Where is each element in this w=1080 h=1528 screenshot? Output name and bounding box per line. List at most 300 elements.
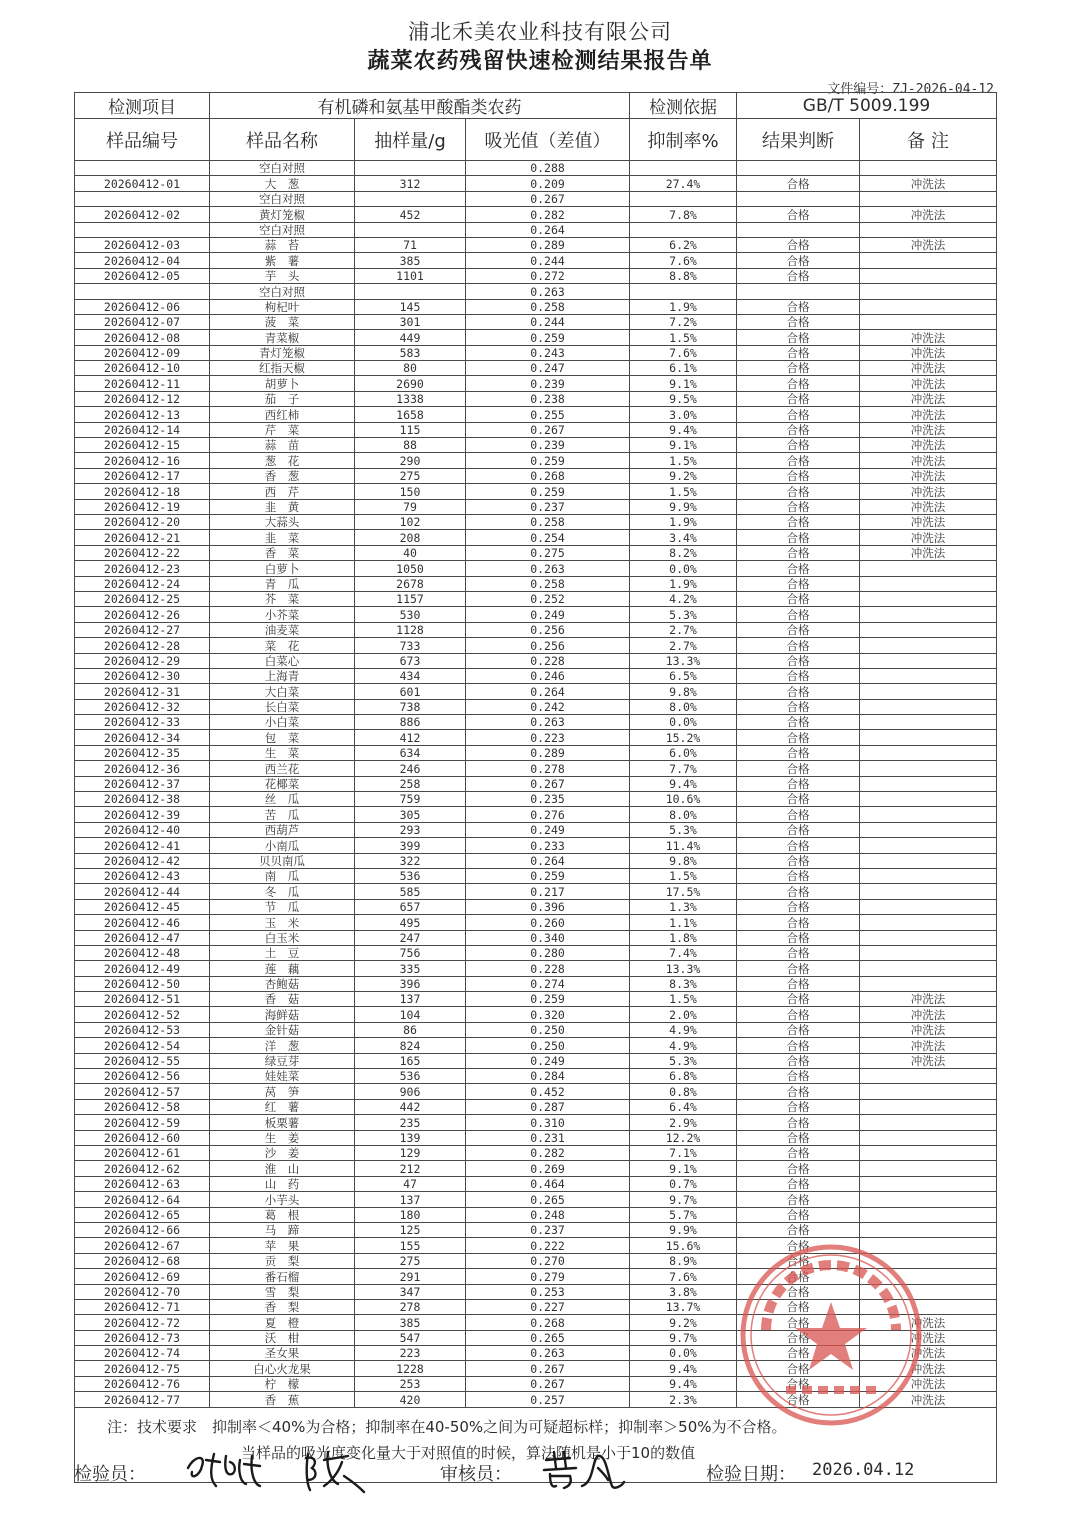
result-judgment-cell: 合格 — [737, 1192, 860, 1207]
sample-id-cell: 20260412-62 — [75, 1161, 210, 1176]
sample-name-cell: 西兰花 — [210, 761, 355, 776]
sample-id-cell: 20260412-65 — [75, 1207, 210, 1222]
inhibition-rate-cell: 2.7% — [630, 622, 737, 637]
sample-name-cell: 大 葱 — [210, 176, 355, 191]
sample-row — [75, 484, 997, 499]
sample-name-cell: 红 薯 — [210, 1099, 355, 1114]
remark-cell — [860, 1222, 997, 1237]
sample-name-cell: 绿豆芽 — [210, 1053, 355, 1068]
result-judgment-cell: 合格 — [737, 561, 860, 576]
sample-name-cell: 淮 山 — [210, 1161, 355, 1176]
absorbance-cell: 0.274 — [466, 976, 630, 991]
remark-cell — [860, 591, 997, 606]
inhibition-rate-cell — [630, 191, 737, 206]
result-judgment-cell: 合格 — [737, 1084, 860, 1099]
remark-cell — [860, 776, 997, 791]
reviewer-label: 审核员： — [440, 1464, 512, 1485]
sample-id-cell: 20260412-06 — [75, 299, 210, 314]
item-label: 检测项目 — [75, 93, 210, 119]
result-judgment-cell: 合格 — [737, 468, 860, 483]
inhibition-rate-cell: 9.8% — [630, 853, 737, 868]
result-judgment-cell: 合格 — [737, 530, 860, 545]
sample-id-cell: 20260412-57 — [75, 1084, 210, 1099]
sample-id-cell: 20260412-30 — [75, 668, 210, 683]
sample-name-cell: 菠 菜 — [210, 314, 355, 329]
sample-weight-cell: 442 — [355, 1099, 466, 1114]
sample-name-cell: 莲 藕 — [210, 961, 355, 976]
absorbance-cell: 0.340 — [466, 930, 630, 945]
item-value: 有机磷和氨基甲酸酯类农药 — [210, 93, 630, 119]
absorbance-cell: 0.260 — [466, 915, 630, 930]
inhibition-rate-cell: 0.0% — [630, 1346, 737, 1361]
inhibition-rate-cell: 27.4% — [630, 176, 737, 191]
sample-weight-cell: 80 — [355, 361, 466, 376]
sample-id-cell: 20260412-02 — [75, 207, 210, 222]
absorbance-cell: 0.320 — [466, 1007, 630, 1022]
result-judgment-cell: 合格 — [737, 668, 860, 683]
sample-id-cell: 20260412-50 — [75, 976, 210, 991]
result-judgment-cell: 合格 — [737, 1207, 860, 1222]
remark-cell — [860, 761, 997, 776]
inhibition-rate-cell: 1.5% — [630, 330, 737, 345]
absorbance-cell: 0.284 — [466, 1069, 630, 1084]
sample-id-cell: 20260412-22 — [75, 545, 210, 560]
sample-weight-cell: 824 — [355, 1038, 466, 1053]
sample-row — [75, 899, 997, 914]
inhibition-rate-cell: 9.7% — [630, 1192, 737, 1207]
result-judgment-cell: 合格 — [737, 1222, 860, 1237]
inhibition-rate-cell: 5.7% — [630, 1207, 737, 1222]
sample-weight-cell: 86 — [355, 1022, 466, 1037]
sample-weight-cell: 906 — [355, 1084, 466, 1099]
result-judgment-cell: 合格 — [737, 807, 860, 822]
sample-name-cell: 冬 瓜 — [210, 884, 355, 899]
basis-label: 检测依据 — [630, 93, 737, 119]
result-judgment-cell: 合格 — [737, 715, 860, 730]
remark-cell: 冲洗法 — [860, 1022, 997, 1037]
result-judgment-cell: 合格 — [737, 992, 860, 1007]
inspector-signature-1 — [180, 1446, 276, 1496]
sample-name-cell: 小南瓜 — [210, 838, 355, 853]
sample-row — [75, 299, 997, 314]
remark-cell: 冲洗法 — [860, 1315, 997, 1330]
sample-name-cell: 西葫芦 — [210, 822, 355, 837]
absorbance-cell: 0.267 — [466, 1376, 630, 1391]
sample-weight-cell: 139 — [355, 1130, 466, 1145]
inhibition-rate-cell: 1.5% — [630, 868, 737, 883]
inhibition-rate-cell: 7.6% — [630, 253, 737, 268]
absorbance-cell: 0.259 — [466, 992, 630, 1007]
inhibition-rate-cell: 2.3% — [630, 1392, 737, 1407]
remark-cell: 冲洗法 — [860, 1053, 997, 1068]
absorbance-cell: 0.247 — [466, 361, 630, 376]
sample-row — [75, 653, 997, 668]
sample-id-cell: 20260412-41 — [75, 838, 210, 853]
remark-cell: 冲洗法 — [860, 391, 997, 406]
sample-name-cell: 柠 檬 — [210, 1376, 355, 1391]
sample-id-cell: 20260412-77 — [75, 1392, 210, 1407]
sample-weight-cell: 104 — [355, 1007, 466, 1022]
sample-weight-cell: 1050 — [355, 561, 466, 576]
result-judgment-cell: 合格 — [737, 545, 860, 560]
remark-cell — [860, 1207, 997, 1222]
sample-row — [75, 1176, 997, 1191]
sample-row — [75, 1038, 997, 1053]
col-header-weight: 抽样量/g — [355, 119, 466, 161]
sample-name-cell: 山 药 — [210, 1176, 355, 1191]
remark-cell: 冲洗法 — [860, 361, 997, 376]
inhibition-rate-cell: 9.2% — [630, 1315, 737, 1330]
sample-weight-cell: 399 — [355, 838, 466, 853]
absorbance-cell: 0.278 — [466, 761, 630, 776]
sample-weight-cell: 495 — [355, 915, 466, 930]
sample-row — [75, 822, 997, 837]
sample-weight-cell: 246 — [355, 761, 466, 776]
sample-weight-cell: 290 — [355, 453, 466, 468]
result-judgment-cell: 合格 — [737, 253, 860, 268]
result-judgment-cell: 合格 — [737, 899, 860, 914]
remark-cell: 冲洗法 — [860, 468, 997, 483]
sample-weight-cell: 1128 — [355, 622, 466, 637]
sample-weight-cell: 547 — [355, 1330, 466, 1345]
sample-name-cell: 番石榴 — [210, 1269, 355, 1284]
remark-cell — [860, 1115, 997, 1130]
absorbance-cell: 0.310 — [466, 1115, 630, 1130]
sample-name-cell: 金针菇 — [210, 1022, 355, 1037]
inhibition-rate-cell: 2.7% — [630, 638, 737, 653]
remark-cell — [860, 1099, 997, 1114]
sample-weight-cell: 536 — [355, 868, 466, 883]
sample-id-cell: 20260412-69 — [75, 1269, 210, 1284]
result-judgment-cell: 合格 — [737, 822, 860, 837]
sample-id-cell: 20260412-60 — [75, 1130, 210, 1145]
sample-row — [75, 361, 997, 376]
inhibition-rate-cell: 7.6% — [630, 1269, 737, 1284]
remark-cell — [860, 314, 997, 329]
inhibition-rate-cell: 4.2% — [630, 591, 737, 606]
inhibition-rate-cell: 5.3% — [630, 1053, 737, 1068]
sample-row — [75, 391, 997, 406]
result-judgment-cell: 合格 — [737, 1284, 860, 1299]
absorbance-cell: 0.258 — [466, 576, 630, 591]
remark-cell: 冲洗法 — [860, 514, 997, 529]
absorbance-cell: 0.258 — [466, 299, 630, 314]
remark-cell — [860, 1069, 997, 1084]
sample-weight-cell: 291 — [355, 1269, 466, 1284]
sample-weight-cell: 305 — [355, 807, 466, 822]
sample-name-cell: 白萝卜 — [210, 561, 355, 576]
absorbance-cell: 0.258 — [466, 514, 630, 529]
inhibition-rate-cell: 3.0% — [630, 407, 737, 422]
sample-weight-cell: 125 — [355, 1222, 466, 1237]
col-header-rate: 抑制率% — [630, 119, 737, 161]
inhibition-rate-cell: 9.2% — [630, 468, 737, 483]
absorbance-cell: 0.267 — [466, 776, 630, 791]
remark-cell — [860, 822, 997, 837]
result-judgment-cell: 合格 — [737, 1299, 860, 1314]
sample-name-cell: 香 梨 — [210, 1299, 355, 1314]
sample-name-cell: 洋 葱 — [210, 1038, 355, 1053]
remark-cell — [860, 915, 997, 930]
result-judgment-cell: 合格 — [737, 407, 860, 422]
sample-row — [75, 992, 997, 1007]
sample-id-cell: 20260412-37 — [75, 776, 210, 791]
absorbance-cell: 0.222 — [466, 1238, 630, 1253]
sample-id-cell: 20260412-27 — [75, 622, 210, 637]
absorbance-cell: 0.263 — [466, 1346, 630, 1361]
sample-row — [75, 930, 997, 945]
inhibition-rate-cell: 6.8% — [630, 1069, 737, 1084]
sample-row — [75, 468, 997, 483]
sample-name-cell: 蒜 苔 — [210, 237, 355, 252]
sample-id-cell: 20260412-08 — [75, 330, 210, 345]
absorbance-cell: 0.228 — [466, 653, 630, 668]
remark-cell — [860, 730, 997, 745]
result-judgment-cell: 合格 — [737, 176, 860, 191]
inhibition-rate-cell: 6.1% — [630, 361, 737, 376]
sample-row — [75, 207, 997, 222]
result-judgment-cell: 合格 — [737, 699, 860, 714]
sample-id-cell: 20260412-32 — [75, 699, 210, 714]
sample-row — [75, 684, 997, 699]
sample-weight-cell: 1228 — [355, 1361, 466, 1376]
sample-row — [75, 314, 997, 329]
inhibition-rate-cell: 8.8% — [630, 268, 737, 283]
sample-id-cell: 20260412-19 — [75, 499, 210, 514]
sample-row — [75, 1053, 997, 1068]
sample-weight-cell: 1338 — [355, 391, 466, 406]
sample-name-cell: 枸杞叶 — [210, 299, 355, 314]
sample-name-cell: 茄 子 — [210, 391, 355, 406]
absorbance-cell: 0.267 — [466, 1361, 630, 1376]
sample-row — [75, 884, 997, 899]
sample-row — [75, 699, 997, 714]
sample-name-cell: 大蒜头 — [210, 514, 355, 529]
result-judgment-cell: 合格 — [737, 1115, 860, 1130]
sample-weight-cell: 738 — [355, 699, 466, 714]
sample-weight-cell: 235 — [355, 1115, 466, 1130]
blank-control-row — [75, 161, 997, 176]
sample-name-cell: 长白菜 — [210, 699, 355, 714]
sample-weight-cell: 278 — [355, 1299, 466, 1314]
sample-weight-cell: 634 — [355, 745, 466, 760]
sample-weight-cell: 601 — [355, 684, 466, 699]
sample-row — [75, 545, 997, 560]
result-judgment-cell: 合格 — [737, 838, 860, 853]
absorbance-cell: 0.264 — [466, 684, 630, 699]
inhibition-rate-cell: 6.0% — [630, 745, 737, 760]
remark-cell — [860, 191, 997, 206]
sample-row — [75, 1084, 997, 1099]
sample-id-cell: 20260412-40 — [75, 822, 210, 837]
absorbance-cell: 0.243 — [466, 345, 630, 360]
sample-name-cell: 贝贝南瓜 — [210, 853, 355, 868]
absorbance-cell: 0.235 — [466, 792, 630, 807]
absorbance-cell: 0.257 — [466, 1392, 630, 1407]
remark-cell: 冲洗法 — [860, 1038, 997, 1053]
sample-row — [75, 776, 997, 791]
result-judgment-cell: 合格 — [737, 792, 860, 807]
sample-id-cell: 20260412-75 — [75, 1361, 210, 1376]
result-judgment-cell: 合格 — [737, 1392, 860, 1407]
result-judgment-cell: 合格 — [737, 884, 860, 899]
remark-cell: 冲洗法 — [860, 992, 997, 1007]
result-judgment-cell — [737, 191, 860, 206]
sample-id-cell: 20260412-01 — [75, 176, 210, 191]
result-judgment-cell: 合格 — [737, 745, 860, 760]
remark-cell — [860, 653, 997, 668]
remark-cell: 冲洗法 — [860, 1392, 997, 1407]
inhibition-rate-cell: 9.1% — [630, 438, 737, 453]
remark-cell — [860, 222, 997, 237]
sample-name-cell: 大白菜 — [210, 684, 355, 699]
result-judgment-cell: 合格 — [737, 1161, 860, 1176]
sample-row — [75, 514, 997, 529]
sample-weight-cell — [355, 191, 466, 206]
remark-cell — [860, 853, 997, 868]
sample-row — [75, 730, 997, 745]
result-judgment-cell — [737, 161, 860, 176]
sample-row — [75, 453, 997, 468]
sample-weight-cell: 335 — [355, 961, 466, 976]
sample-row — [75, 622, 997, 637]
sample-name-cell: 芥 菜 — [210, 591, 355, 606]
inhibition-rate-cell — [630, 284, 737, 299]
sample-id-cell: 20260412-34 — [75, 730, 210, 745]
result-judgment-cell: 合格 — [737, 591, 860, 606]
result-judgment-cell: 合格 — [737, 1146, 860, 1161]
absorbance-cell: 0.289 — [466, 745, 630, 760]
sample-name-cell: 小芥菜 — [210, 607, 355, 622]
result-judgment-cell: 合格 — [737, 1069, 860, 1084]
remark-cell — [860, 868, 997, 883]
sample-id-cell: 20260412-43 — [75, 868, 210, 883]
sample-name-cell: 香 菇 — [210, 992, 355, 1007]
col-header-note: 备 注 — [860, 119, 997, 161]
remark-cell: 冲洗法 — [860, 176, 997, 191]
absorbance-cell: 0.259 — [466, 330, 630, 345]
result-judgment-cell: 合格 — [737, 1253, 860, 1268]
remark-cell — [860, 945, 997, 960]
sample-id-cell: 20260412-53 — [75, 1022, 210, 1037]
sample-weight-cell: 79 — [355, 499, 466, 514]
sample-row — [75, 745, 997, 760]
sample-id-cell: 20260412-07 — [75, 314, 210, 329]
absorbance-cell: 0.228 — [466, 961, 630, 976]
remark-cell — [860, 284, 997, 299]
sample-row — [75, 438, 997, 453]
absorbance-cell: 0.287 — [466, 1099, 630, 1114]
sample-name-cell: 板栗薯 — [210, 1115, 355, 1130]
result-judgment-cell: 合格 — [737, 1007, 860, 1022]
absorbance-cell: 0.268 — [466, 468, 630, 483]
sample-name-cell: 青菜椒 — [210, 330, 355, 345]
sample-name-cell: 圣女果 — [210, 1346, 355, 1361]
sample-name-cell: 贡 梨 — [210, 1253, 355, 1268]
sample-weight-cell: 150 — [355, 484, 466, 499]
basis-value: GB/T 5009.199 — [737, 93, 997, 119]
sample-id-cell: 20260412-12 — [75, 391, 210, 406]
inhibition-rate-cell: 8.0% — [630, 807, 737, 822]
sample-id-cell: 20260412-51 — [75, 992, 210, 1007]
sample-name-cell: 生 姜 — [210, 1130, 355, 1145]
absorbance-cell: 0.254 — [466, 530, 630, 545]
absorbance-cell: 0.233 — [466, 838, 630, 853]
sample-weight-cell: 530 — [355, 607, 466, 622]
sample-weight-cell: 449 — [355, 330, 466, 345]
sample-id-cell: 20260412-09 — [75, 345, 210, 360]
result-judgment-cell: 合格 — [737, 1361, 860, 1376]
sample-name-cell: 花椰菜 — [210, 776, 355, 791]
sample-weight-cell: 385 — [355, 1315, 466, 1330]
sample-id-cell: 20260412-25 — [75, 591, 210, 606]
absorbance-cell: 0.255 — [466, 407, 630, 422]
sample-weight-cell: 165 — [355, 1053, 466, 1068]
sample-name-cell: 西 芹 — [210, 484, 355, 499]
result-judgment-cell: 合格 — [737, 361, 860, 376]
sample-weight-cell: 312 — [355, 176, 466, 191]
sample-weight-cell: 293 — [355, 822, 466, 837]
sample-id-cell: 20260412-13 — [75, 407, 210, 422]
absorbance-cell: 0.272 — [466, 268, 630, 283]
sample-weight-cell: 102 — [355, 514, 466, 529]
sample-weight-cell: 208 — [355, 530, 466, 545]
file-number: 文件编号：ZJ-2026-04-12 — [827, 82, 994, 97]
sample-name-cell: 生 菜 — [210, 745, 355, 760]
sample-row — [75, 1207, 997, 1222]
sample-weight-cell: 129 — [355, 1146, 466, 1161]
remark-cell: 冲洗法 — [860, 330, 997, 345]
sample-weight-cell: 733 — [355, 638, 466, 653]
sample-row — [75, 1069, 997, 1084]
sample-name-cell: 白心火龙果 — [210, 1361, 355, 1376]
inhibition-rate-cell — [630, 222, 737, 237]
sample-id-cell: 20260412-72 — [75, 1315, 210, 1330]
remark-cell — [860, 1161, 997, 1176]
absorbance-cell: 0.269 — [466, 1161, 630, 1176]
inhibition-rate-cell: 13.7% — [630, 1299, 737, 1314]
sample-weight-cell — [355, 284, 466, 299]
sample-name-cell: 香 葱 — [210, 468, 355, 483]
result-judgment-cell: 合格 — [737, 376, 860, 391]
sample-weight-cell: 536 — [355, 1069, 466, 1084]
sample-id-cell: 20260412-54 — [75, 1038, 210, 1053]
col-header-id: 样品编号 — [75, 119, 210, 161]
remark-cell — [860, 268, 997, 283]
inhibition-rate-cell: 1.1% — [630, 915, 737, 930]
result-judgment-cell: 合格 — [737, 1346, 860, 1361]
sample-id-cell: 20260412-63 — [75, 1176, 210, 1191]
result-judgment-cell: 合格 — [737, 207, 860, 222]
result-judgment-cell: 合格 — [737, 1130, 860, 1145]
inhibition-rate-cell — [630, 161, 737, 176]
sample-weight-cell: 452 — [355, 207, 466, 222]
inhibition-rate-cell: 7.7% — [630, 761, 737, 776]
result-judgment-cell: 合格 — [737, 761, 860, 776]
sample-name-cell: 丝 瓜 — [210, 792, 355, 807]
sample-weight-cell: 673 — [355, 653, 466, 668]
sample-row — [75, 330, 997, 345]
sample-weight-cell: 347 — [355, 1284, 466, 1299]
sample-id-cell: 20260412-18 — [75, 484, 210, 499]
sample-id-cell: 20260412-24 — [75, 576, 210, 591]
algorithm-note: 当样品的吸光度变化量大于对照值的时候，算法随机是小于10的数值 — [241, 1443, 696, 1462]
sample-id-cell: 20260412-76 — [75, 1376, 210, 1391]
sample-weight-cell: 657 — [355, 899, 466, 914]
result-judgment-cell: 合格 — [737, 484, 860, 499]
info-row — [75, 93, 997, 119]
sample-weight-cell: 434 — [355, 668, 466, 683]
